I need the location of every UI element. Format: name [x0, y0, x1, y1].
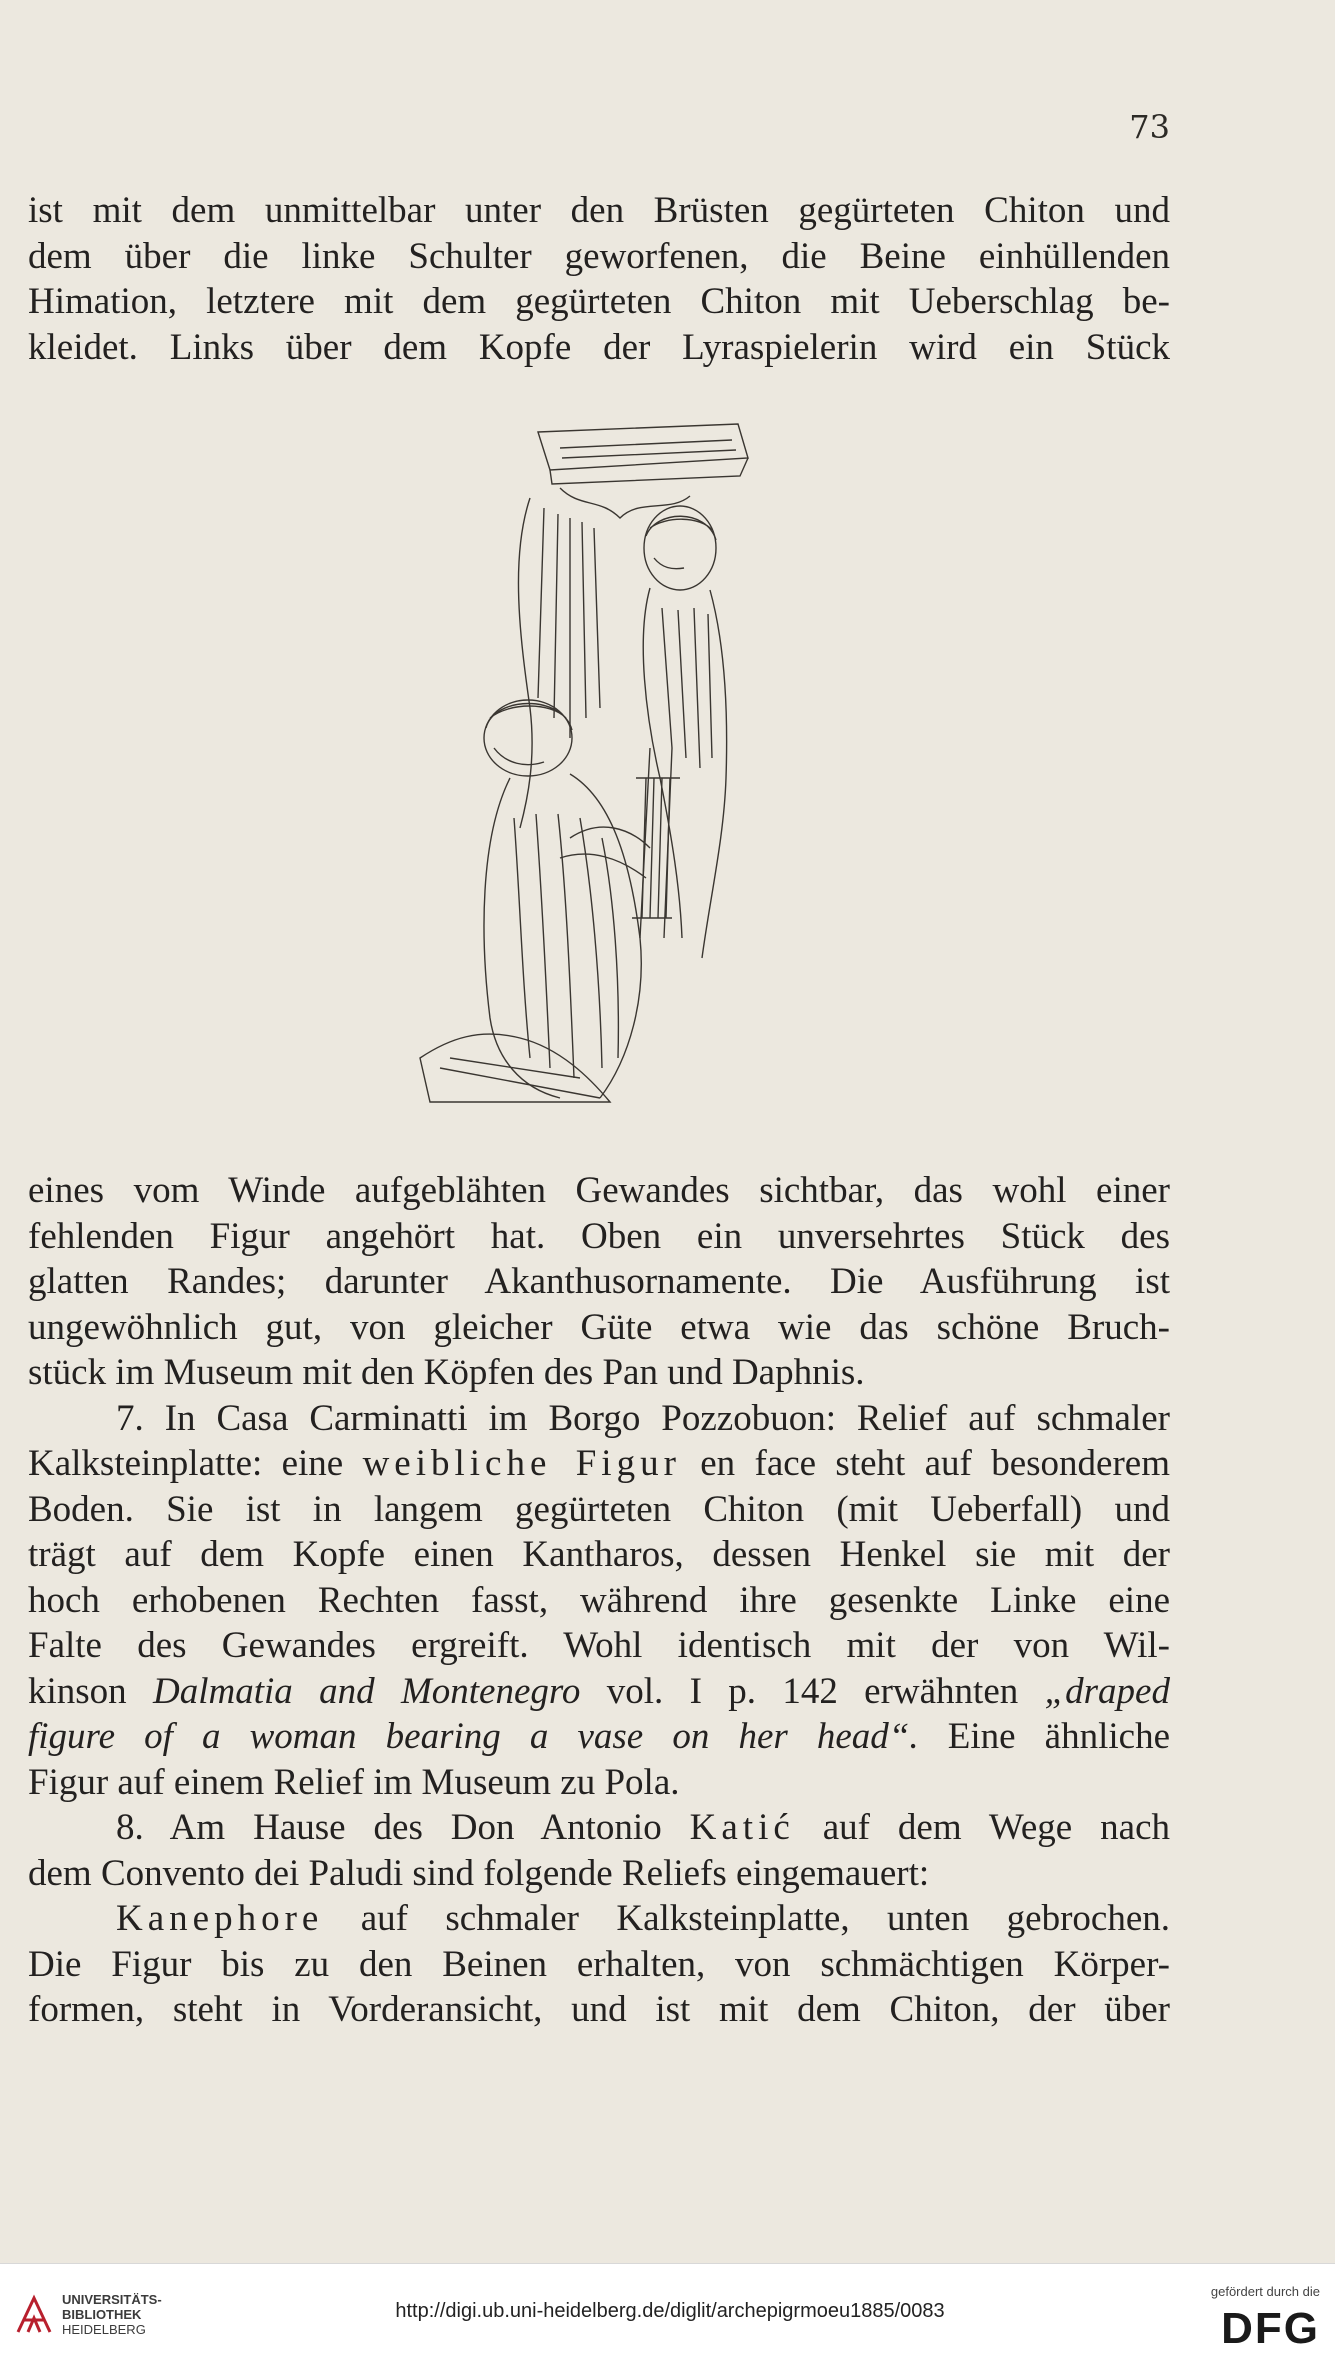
text-line: trägt auf dem Kopfe einen Kantharos, dessen Henkel sie mit der	[28, 1534, 1170, 1575]
text-line: ist mit dem unmittelbar unter den Brüsten gegürteten Chiton und	[28, 190, 1170, 231]
text-line: Figur auf einem Relief im Museum zu Pola.	[28, 1761, 680, 1803]
text-line: Himation, letztere mit dem gegürteten Chiton mit Ueberschlag be-	[28, 281, 1170, 322]
library-line: BIBLIOTHEK	[62, 2307, 142, 2322]
text-span: en face steht auf besonderem	[680, 1443, 1170, 1484]
upper-figure-hair	[646, 516, 716, 568]
permalink-url[interactable]: http://digi.ub.uni-heidelberg.de/diglit/archepigrmoeu1885/0083	[395, 2300, 945, 2322]
text-span: vol. I p. 142 erwähnten	[580, 1670, 1045, 1712]
acanthus-ornament	[560, 488, 690, 518]
text-line: Boden. Sie ist in langem gegürteten Chiton (mit Ueberfall) und	[28, 1488, 1170, 1530]
text-line: dem Convento dei Paludi sind folgende Reliefs eingemauert:	[28, 1852, 930, 1894]
library-name	[62, 2292, 162, 2337]
lower-figure-drapery	[514, 814, 618, 1078]
relief-slab-edge	[550, 458, 748, 484]
blown-drapery-outline	[518, 498, 532, 828]
spaced-term: Katić	[689, 1807, 795, 1848]
text-span: Kalksteinplatte: eine	[28, 1443, 363, 1484]
sponsor-label: gefördert durch die	[1210, 2284, 1320, 2299]
text-line: fehlenden Figur angehört hat. Oben ein unversehrtes Stück des	[28, 1215, 1170, 1257]
main-text	[28, 1168, 1170, 2033]
text-line: 7. In Casa Carminatti im Borgo Pozzobuon: Relief auf schmaler	[116, 1397, 1170, 1439]
text-line: dem über die linke Schulter geworfenen, die Beine einhüllenden	[28, 235, 1170, 277]
lyre-frame	[632, 748, 680, 938]
text-span: Eine ähnliche	[918, 1716, 1170, 1757]
text-line: eines vom Winde aufgeblähten Gewandes sichtbar, das wohl einer	[28, 1170, 1170, 1211]
text-span: 8. Am Hause des Don Antonio	[116, 1807, 690, 1848]
text-line	[28, 1896, 1170, 1942]
text-line	[28, 1805, 1170, 1851]
upper-figure-body-right	[702, 590, 727, 958]
text-line: Falte des Gewandes ergreift. Wohl identisch mit der von Wil-	[28, 1625, 1170, 1666]
relief-drawing	[410, 418, 780, 1108]
dfg-logo: DFG	[1221, 2304, 1320, 2353]
text-line: glatten Randes; darunter Akanthusornamente. Die Ausführung ist	[28, 1261, 1170, 1302]
text-line: Die Figur bis zu den Beinen erhalten, von schmächtigen Körper-	[28, 1943, 1170, 1985]
text-line	[28, 1714, 1170, 1760]
italic-title: Dalmatia and Montenegro	[153, 1670, 581, 1712]
spaced-term: weibliche Figur	[362, 1443, 681, 1484]
text-line	[28, 1669, 1170, 1715]
page-number: 73	[1129, 108, 1170, 146]
text-line	[28, 1441, 1170, 1487]
relief-illustration	[410, 418, 780, 1108]
top-paragraph	[28, 188, 1170, 370]
footer-bar	[0, 2263, 1335, 2364]
text-span: auf dem Wege nach	[794, 1807, 1171, 1848]
relief-slab-hatch	[560, 440, 736, 458]
text-line: formen, steht in Vorderansicht, und ist mit dem Chiton, der über	[28, 1989, 1170, 2030]
text-span: kinson	[28, 1670, 154, 1712]
text-line: ungewöhnlich gut, von gleicher Güte etwa wie das schöne Bruch-	[28, 1306, 1170, 1348]
library-line: UNIVERSITÄTS-	[62, 2292, 162, 2307]
library-line: HEIDELBERG	[62, 2322, 146, 2337]
university-logo-icon	[14, 2292, 54, 2340]
text-line: hoch erhobenen Rechten fasst, während ihre gesenkte Linke eine	[28, 1579, 1170, 1621]
lower-figure-hair	[486, 704, 572, 765]
italic-quote: figure of a woman bearing a vase on her head“.	[28, 1716, 919, 1757]
spaced-term: Kanephore	[116, 1898, 324, 1939]
italic-quote: „draped	[1044, 1670, 1170, 1712]
upper-figure-drapery	[662, 608, 712, 768]
text-span: auf schmaler Kalksteinplatte, unten gebrochen.	[323, 1898, 1170, 1939]
text-line: kleidet. Links über dem Kopfe der Lyraspielerin wird ein Stück	[28, 326, 1170, 368]
text-line: stück im Museum mit den Köpfen des Pan und Daphnis.	[28, 1352, 865, 1393]
